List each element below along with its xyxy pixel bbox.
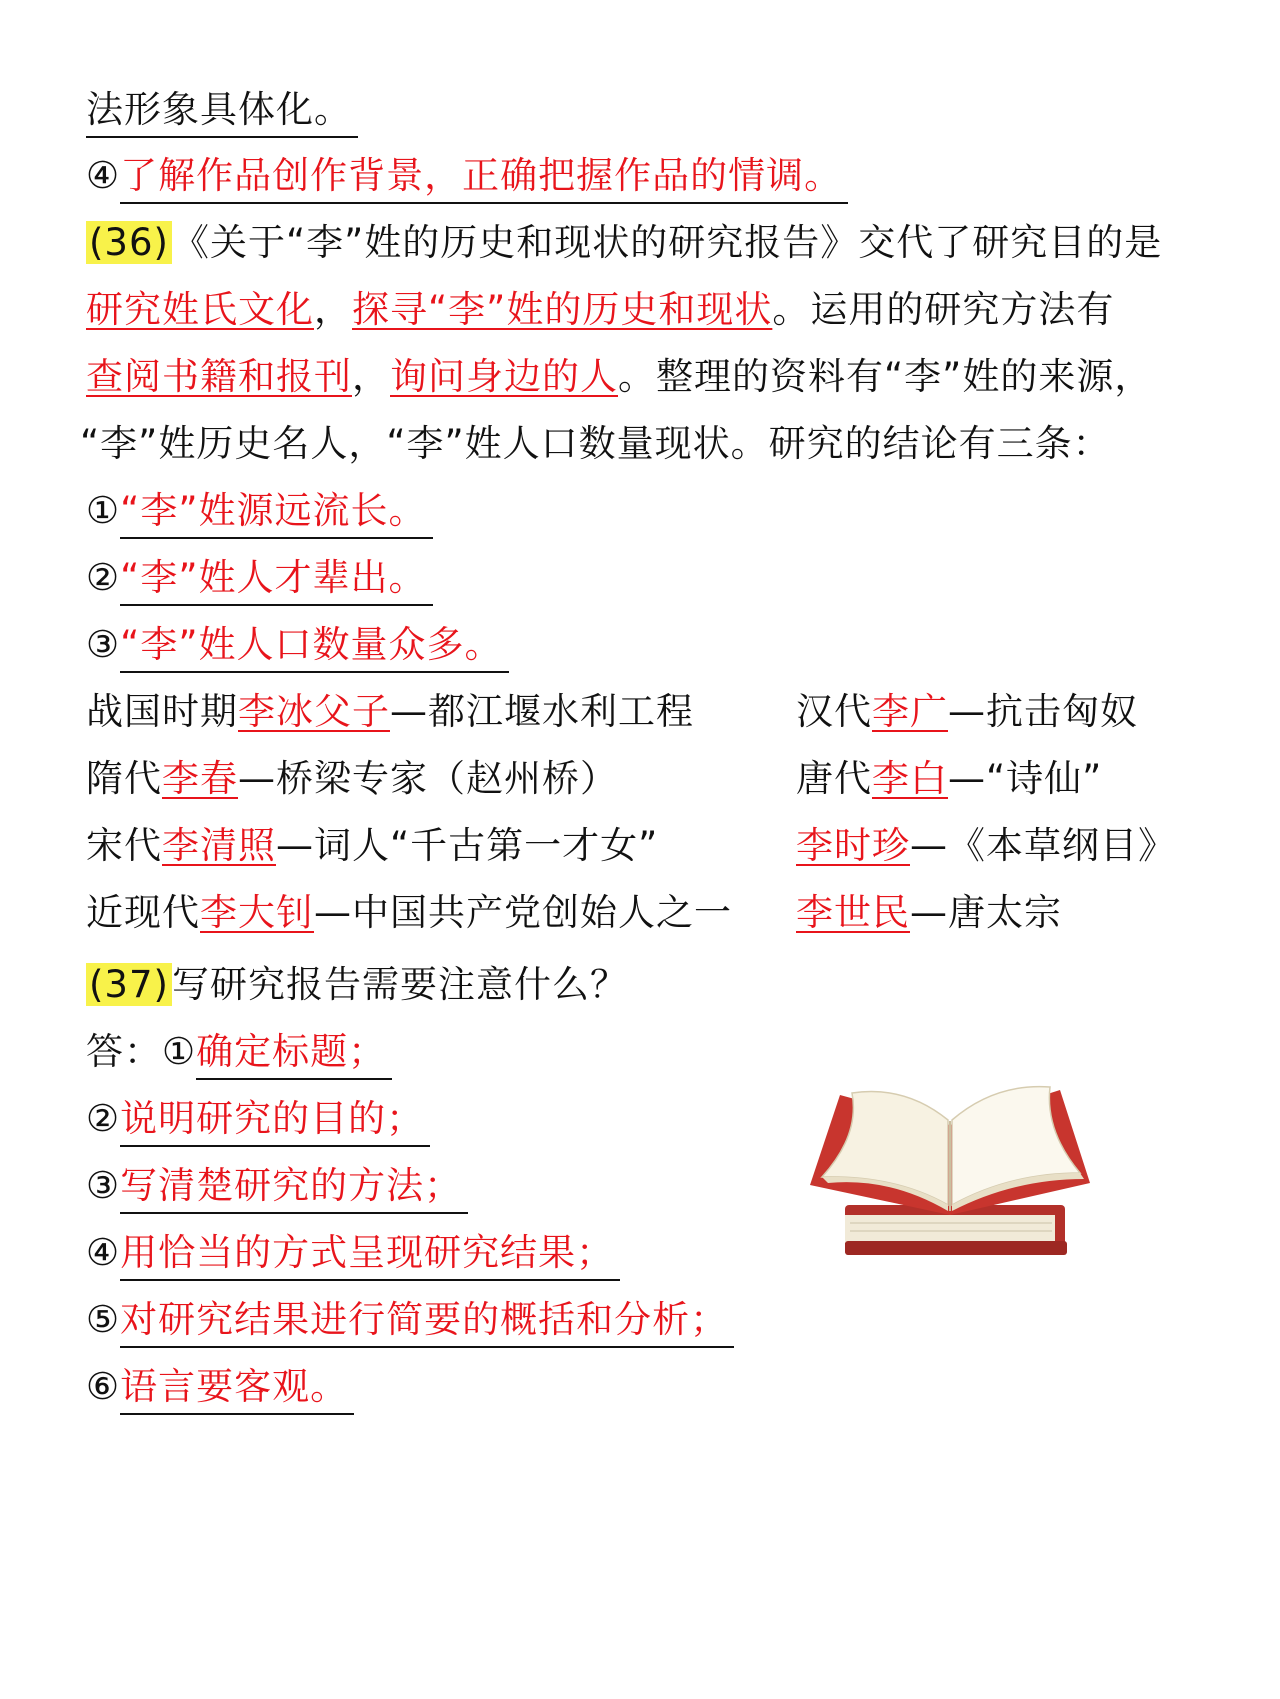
person-name: 李清照: [162, 824, 276, 867]
person-name: 李世民: [796, 891, 910, 934]
answer-text: 用恰当的方式呈现研究结果；: [120, 1227, 620, 1281]
era: 隋代: [86, 757, 162, 800]
q36-text-2: 。运用的研究方法有: [772, 288, 1115, 331]
person-name: 李广: [872, 690, 948, 733]
conclusion-2: [86, 548, 433, 608]
q36-text-3: 。整理的资料有“李”姓的来源，: [618, 355, 1153, 398]
q37-item-6: [86, 1357, 354, 1417]
answer-method-1: 查阅书籍和报刊: [86, 355, 352, 398]
item-number: ②: [86, 1097, 121, 1140]
q37-item-5: [86, 1290, 734, 1350]
person-name: 李大钊: [200, 891, 314, 934]
q36-text-1: 《关于“李”姓的历史和现状的研究报告》交代了研究目的是: [171, 221, 1163, 264]
item-number: ①: [86, 489, 121, 532]
q37-question: 写研究报告需要注意什么？: [171, 963, 628, 1006]
question-number-36: (36): [86, 221, 172, 264]
separator: ，: [352, 355, 390, 398]
description: —《本草纲目》: [910, 824, 1176, 867]
famous-right-2: [796, 749, 1102, 809]
answer-text: 写清楚研究的方法；: [120, 1160, 468, 1214]
famous-left-1: [86, 682, 694, 742]
famous-right-4: [796, 883, 1062, 943]
person-name: 李春: [162, 757, 238, 800]
description: —唐太宗: [910, 891, 1062, 934]
description: —都江堰水利工程: [390, 690, 694, 733]
question-number-37: (37): [86, 963, 172, 1006]
conclusion-1: [86, 481, 433, 541]
conclusion-text: “李”姓源远流长。: [120, 485, 432, 539]
item-number: ⑥: [86, 1365, 121, 1408]
answer-prefix: 答：: [86, 1030, 162, 1073]
q37-item-3: [86, 1156, 468, 1216]
answer-item-4: 了解作品创作背景，正确把握作品的情调。: [120, 150, 848, 204]
era: 近现代: [86, 891, 200, 934]
answer-purpose-1: 研究姓氏文化: [86, 288, 314, 331]
famous-left-3: [86, 816, 658, 876]
conclusion-text: “李”姓人才辈出。: [120, 552, 432, 606]
person-name: 李时珍: [796, 824, 910, 867]
text-line-2: [86, 146, 848, 206]
description: —桥梁专家（赵州桥）: [238, 757, 618, 800]
era: 唐代: [796, 757, 872, 800]
famous-right-1: [796, 682, 1138, 742]
answer-method-2: 询问身边的人: [390, 355, 618, 398]
famous-left-4: [86, 883, 732, 943]
conclusion-3: [86, 615, 509, 675]
q37-item-1: [86, 1022, 392, 1082]
description: —中国共产党创始人之一: [314, 891, 732, 934]
q36-line-2: [86, 280, 1114, 340]
answer-text: 说明研究的目的；: [120, 1093, 430, 1147]
item-number: ④: [86, 154, 121, 197]
open-book-icon: [800, 1065, 1100, 1265]
famous-left-2: [86, 749, 618, 809]
person-name: 李冰父子: [238, 690, 390, 733]
era: 战国时期: [86, 690, 238, 733]
answer-text: 确定标题；: [196, 1026, 392, 1080]
separator: ，: [314, 288, 352, 331]
item-number: ③: [86, 623, 121, 666]
famous-right-3: [796, 816, 1176, 876]
q37-item-2: [86, 1089, 430, 1149]
q36-line-3: [86, 347, 1152, 407]
item-number: ③: [86, 1164, 121, 1207]
description: —词人“千古第一才女”: [276, 824, 659, 867]
description: —抗击匈奴: [948, 690, 1138, 733]
era: 宋代: [86, 824, 162, 867]
answer-purpose-2: 探寻“李”姓的历史和现状: [352, 288, 773, 331]
answer-text: 语言要客观。: [120, 1361, 354, 1415]
q37-line: [86, 955, 628, 1015]
conclusion-text: “李”姓人口数量众多。: [120, 619, 508, 673]
answer-text: 对研究结果进行简要的概括和分析；: [120, 1294, 734, 1348]
era: 汉代: [796, 690, 872, 733]
continued-answer: 法形象具体化。: [86, 84, 358, 138]
item-number: ④: [86, 1231, 121, 1274]
item-number: ②: [86, 556, 121, 599]
q36-line-4: [80, 414, 1111, 474]
q37-item-4: [86, 1223, 620, 1283]
description: —“诗仙”: [948, 757, 1103, 800]
item-number: ⑤: [86, 1298, 121, 1341]
item-number: ①: [162, 1030, 197, 1073]
text-line-1: [86, 80, 358, 140]
q36-text-4: “李”姓历史名人，“李”姓人口数量现状。研究的结论有三条：: [80, 422, 1111, 465]
q36-line-1: [86, 213, 1162, 273]
person-name: 李白: [872, 757, 948, 800]
